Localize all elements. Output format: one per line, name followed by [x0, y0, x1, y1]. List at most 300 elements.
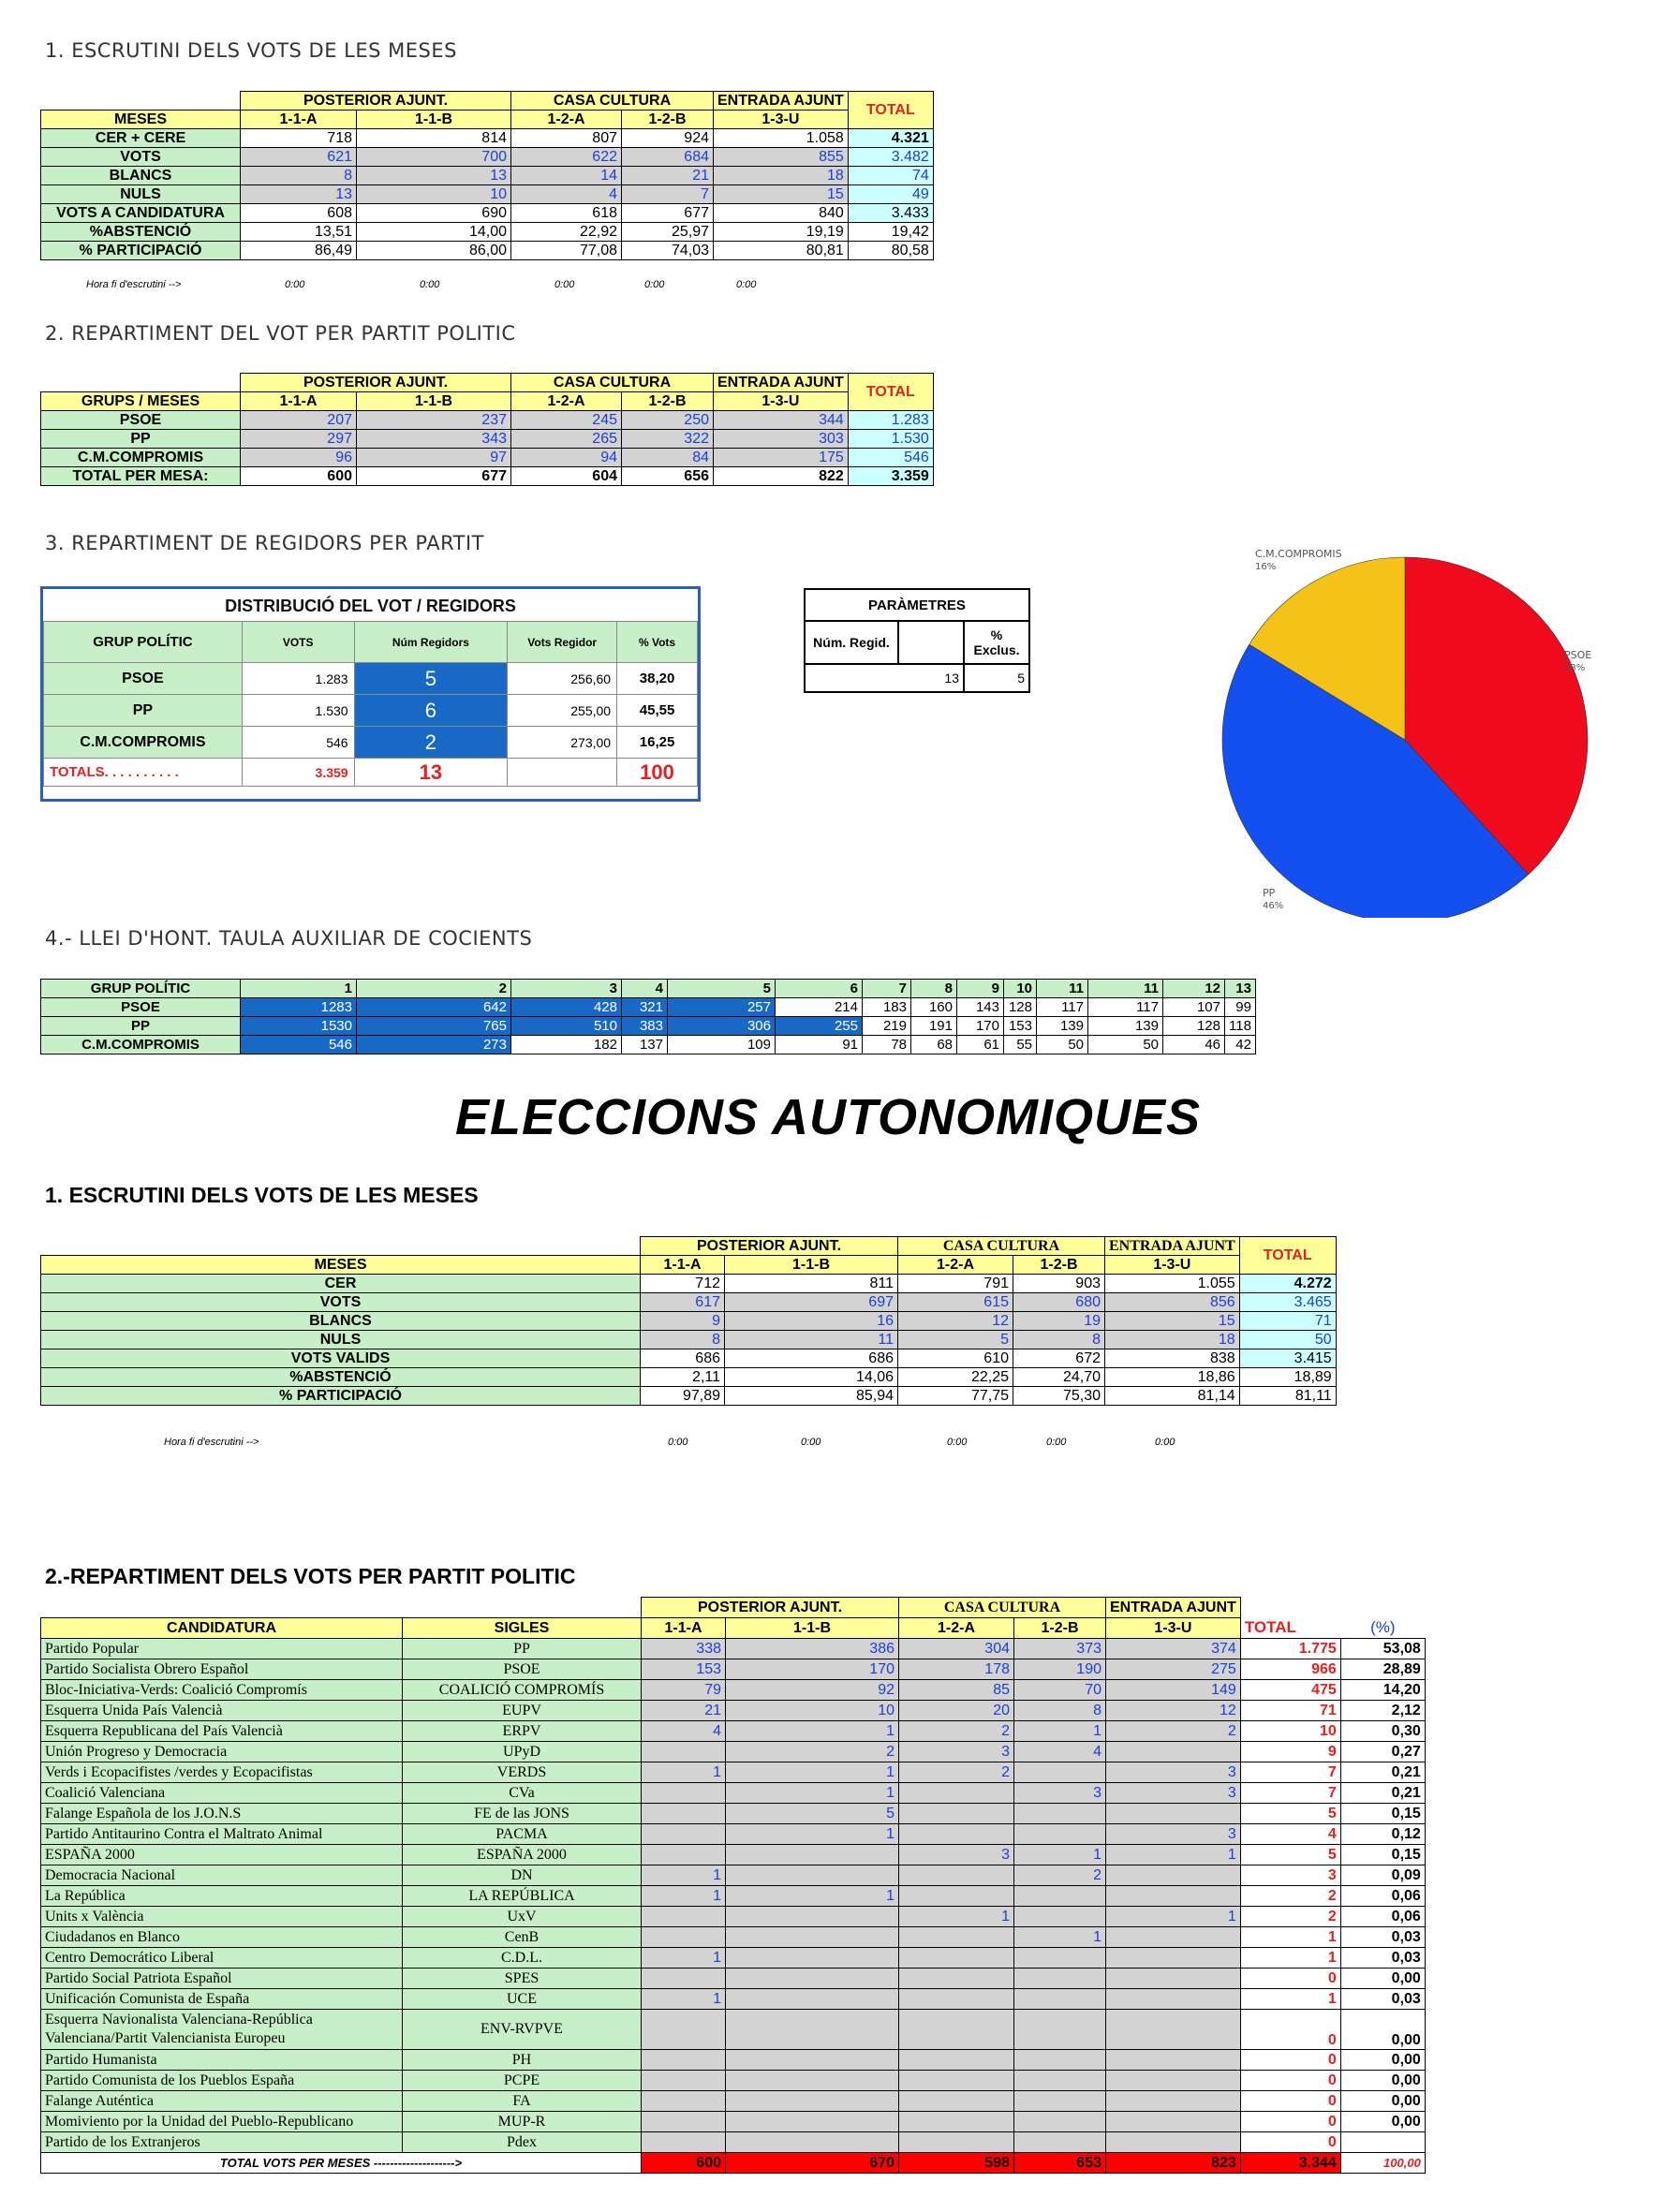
pie-label-pp-name: PP	[1263, 887, 1276, 899]
party-pct: 0,06	[1340, 1907, 1425, 1927]
s1-cell: 621	[241, 148, 357, 167]
table-row	[41, 1721, 1426, 1742]
party-votes: 1	[642, 1886, 726, 1907]
a1-cell: 680	[1013, 1293, 1105, 1312]
vote-pie-chart	[1180, 543, 1611, 918]
party-votes: 2	[899, 1762, 1014, 1783]
a1-hora-value: 0:00	[947, 1437, 968, 1448]
party-votes	[726, 2132, 899, 2153]
table-row	[41, 411, 934, 430]
s1-cell: 4.321	[848, 129, 933, 148]
s3-party-label: PP	[44, 695, 243, 727]
s1-cell: 3.482	[848, 148, 933, 167]
total-header: TOTAL	[848, 92, 933, 129]
party-name: Esquerra Republicana del País Valencià	[41, 1721, 403, 1742]
s1-hora-value: 0:00	[285, 279, 305, 290]
a1-col-5: 1-3-U	[1105, 1256, 1240, 1275]
party-votes	[1014, 1824, 1106, 1845]
party-votes: 3	[1106, 1824, 1241, 1845]
table-row	[41, 2071, 1426, 2091]
party-votes	[642, 2112, 726, 2132]
dhont-cell: 55	[1004, 1036, 1037, 1054]
a1-cell: 903	[1013, 1275, 1105, 1293]
party-votes	[642, 2010, 726, 2050]
party-pct: 0,15	[1340, 1845, 1425, 1865]
dhont-cell: 383	[622, 1017, 668, 1036]
party-total: 10	[1240, 1721, 1340, 1742]
party-sigles: EUPV	[403, 1701, 642, 1721]
dhont-cell: 1530	[241, 1017, 357, 1036]
total-all: 3.344	[1240, 2153, 1340, 2174]
party-name: Esquerra Unida País Valencià	[41, 1701, 403, 1721]
dhont-cell: 128	[1163, 1017, 1225, 1036]
s1-cell: 80,81	[714, 242, 849, 260]
party-votes	[1014, 1989, 1106, 2010]
s1-cell: 13	[241, 185, 357, 204]
s2-cell: 245	[511, 411, 622, 430]
party-votes	[642, 1907, 726, 1927]
totals-label: TOTALS. . . . . . . . . .	[44, 759, 243, 787]
s2-col-4: 1-2-B	[622, 392, 714, 411]
a1-title: 1. ESCRUTINI DELS VOTS DE LES MESES	[45, 1183, 479, 1207]
dhont-table	[40, 979, 1256, 1054]
param-empty	[898, 621, 964, 664]
s3-vots: 1.530	[242, 695, 354, 727]
s1-row-label: CER + CERE	[41, 129, 241, 148]
dhont-head: GRUP POLÍTIC	[41, 980, 241, 998]
party-total: 0	[1240, 2010, 1340, 2050]
s1-cell: 49	[848, 185, 933, 204]
col-sigles: SIGLES	[403, 1618, 642, 1639]
s2-cell: 677	[357, 467, 511, 486]
party-votes: 5	[726, 1804, 899, 1824]
party-total: 1	[1240, 1948, 1340, 1969]
dhont-head: 11	[1088, 980, 1163, 998]
party-votes	[899, 2050, 1014, 2071]
party-sigles: ENV-RVPVE	[403, 2010, 642, 2050]
s4-title: 4.- LLEI D'HONT. TAULA AUXILIAR DE COCIENTS	[45, 927, 533, 950]
party-name: Verds i Ecopacifistes /verdes y Ecopacifistas	[41, 1762, 403, 1783]
party-sigles: PP	[403, 1639, 642, 1659]
party-name: Esquerra Navionalista Valenciana-República Valenciana/Partit Valencianista Europeu	[41, 2010, 403, 2050]
dhont-cell: 46	[1163, 1036, 1225, 1054]
table-row	[41, 1824, 1426, 1845]
party-name: Partido Antitaurino Contra el Maltrato Animal	[41, 1824, 403, 1845]
dhont-cell: 1283	[241, 998, 357, 1017]
party-votes	[642, 1845, 726, 1865]
party-name: Units x València	[41, 1907, 403, 1927]
party-votes: 3	[1014, 1783, 1106, 1804]
party-votes	[1014, 2132, 1106, 2153]
party-total: 0	[1240, 1969, 1340, 1989]
param-num-regid-label: Núm. Regid.	[805, 621, 898, 664]
dhont-cell: 428	[511, 998, 622, 1017]
s1-cell: 10	[357, 185, 511, 204]
a1-row-label: BLANCS	[41, 1312, 641, 1331]
a1-cell: 617	[641, 1293, 725, 1312]
party-pct: 0,00	[1340, 2112, 1425, 2132]
a1-cell: 9	[641, 1312, 725, 1331]
table-row	[41, 467, 934, 486]
party-votes	[642, 2132, 726, 2153]
s1-cell: 684	[622, 148, 714, 167]
a1-row-label: CER	[41, 1275, 641, 1293]
s2-cell: 1.283	[848, 411, 933, 430]
party-total: 0	[1240, 2132, 1340, 2153]
s1-cell: 700	[357, 148, 511, 167]
dhont-party: C.M.COMPROMIS	[41, 1036, 241, 1054]
party-pct: 0,21	[1340, 1762, 1425, 1783]
party-votes	[1014, 2071, 1106, 2091]
a1-cell: 18	[1105, 1331, 1240, 1349]
s3-vots: 546	[242, 727, 354, 759]
distribution-title: DISTRIBUCIÓ DEL VOT / REGIDORS	[225, 597, 516, 615]
s1-cell: 840	[714, 204, 849, 223]
party-pct: 53,08	[1340, 1639, 1425, 1659]
s1-cell: 21	[622, 167, 714, 185]
a1-cell: 71	[1239, 1312, 1336, 1331]
s1-col-3: 1-2-A	[511, 111, 622, 129]
party-name: Partido Popular	[41, 1639, 403, 1659]
group-casa-cultura: CASA CULTURA	[511, 92, 714, 111]
party-sigles: ERPV	[403, 1721, 642, 1742]
a1-col-1: 1-1-A	[641, 1256, 725, 1275]
dhont-cell: 765	[357, 1017, 511, 1036]
party-pct: 0,03	[1340, 1948, 1425, 1969]
s3-vots: 1.283	[242, 663, 354, 695]
s1-cell: 807	[511, 129, 622, 148]
party-votes: 1	[726, 1886, 899, 1907]
dhont-cell: 642	[357, 998, 511, 1017]
party-sigles: PCPE	[403, 2071, 642, 2091]
s1-hora-value: 0:00	[644, 279, 665, 290]
table-row	[41, 1886, 1426, 1907]
dhont-cell: 273	[357, 1036, 511, 1054]
s2-cell: 297	[241, 430, 357, 449]
dhont-cell: 50	[1037, 1036, 1088, 1054]
total-111a: 600	[642, 2153, 726, 2174]
table-row	[41, 1865, 1426, 1886]
party-votes	[1106, 1989, 1241, 2010]
party-votes	[642, 2071, 726, 2091]
party-votes	[642, 1804, 726, 1824]
s2-row-label: C.M.COMPROMIS	[41, 449, 241, 467]
party-votes	[726, 1989, 899, 2010]
total-113u: 823	[1106, 2153, 1241, 2174]
party-votes	[1014, 1762, 1106, 1783]
party-sigles: LA REPÚBLICA	[403, 1886, 642, 1907]
s3-vots-regidor: 256,60	[508, 663, 617, 695]
party-sigles: PACMA	[403, 1824, 642, 1845]
table-row	[41, 2010, 1426, 2050]
party-name: Falange Auténtica	[41, 2091, 403, 2112]
s1-cell: 814	[357, 129, 511, 148]
party-votes: 2	[899, 1721, 1014, 1742]
s1-table	[40, 91, 934, 260]
dhont-head: 12	[1163, 980, 1225, 998]
party-votes	[1106, 2010, 1241, 2050]
party-votes: 3	[1106, 1762, 1241, 1783]
party-pct: 0,09	[1340, 1865, 1425, 1886]
party-votes	[726, 1865, 899, 1886]
a1-cell: 8	[1013, 1331, 1105, 1349]
party-name: La República	[41, 1886, 403, 1907]
party-votes: 1	[726, 1721, 899, 1742]
s2-col-5: 1-3-U	[714, 392, 849, 411]
party-votes	[642, 1742, 726, 1762]
a1-cell: 85,94	[725, 1387, 898, 1406]
elections-title: ELECCIONS AUTONOMIQUES	[454, 1089, 1202, 1145]
a1-cell: 697	[725, 1293, 898, 1312]
party-votes	[642, 2091, 726, 2112]
party-votes	[1106, 1886, 1241, 1907]
a1-hora-label: Hora fi d'escrutini -->	[164, 1437, 259, 1448]
s1-cell: 25,97	[622, 223, 714, 242]
party-votes: 3	[899, 1742, 1014, 1762]
s1-cell: 18	[714, 167, 849, 185]
s3-pct: 38,20	[617, 663, 698, 695]
s2-cell: 207	[241, 411, 357, 430]
s2-cell: 656	[622, 467, 714, 486]
s3-pct: 45,55	[617, 695, 698, 727]
table-row	[44, 663, 698, 695]
table-row	[41, 1387, 1337, 1406]
s2-cell: 322	[622, 430, 714, 449]
party-sigles: MUP-R	[403, 2112, 642, 2132]
s1-cell: 14	[511, 167, 622, 185]
party-votes: 386	[726, 1639, 899, 1659]
party-sigles: UCE	[403, 1989, 642, 2010]
s1-cell: 86,00	[357, 242, 511, 260]
party-votes	[1014, 2010, 1106, 2050]
party-total: 2	[1240, 1886, 1340, 1907]
parameters-box	[804, 588, 1030, 693]
party-votes: 10	[726, 1701, 899, 1721]
a1-cell: 12	[898, 1312, 1013, 1331]
s1-hora-value: 0:00	[420, 279, 440, 290]
party-pct: 0,00	[1340, 1969, 1425, 1989]
a1-cell: 77,75	[898, 1387, 1013, 1406]
party-sigles: PSOE	[403, 1659, 642, 1680]
dhont-cell: 118	[1225, 1017, 1256, 1036]
party-pct: 0,00	[1340, 2010, 1425, 2050]
s2-cell: 175	[714, 449, 849, 467]
dhont-head: 7	[863, 980, 911, 998]
col-112b: 1-2-B	[1014, 1618, 1106, 1639]
party-votes: 1	[1106, 1845, 1241, 1865]
party-name: Unión Progreso y Democracia	[41, 1742, 403, 1762]
s1-cell: 22,92	[511, 223, 622, 242]
a1-cell: 3.465	[1239, 1293, 1336, 1312]
dhont-cell: 137	[622, 1036, 668, 1054]
dhont-head: 11	[1037, 980, 1088, 998]
table-row	[41, 1275, 1337, 1293]
a1-table	[40, 1236, 1337, 1406]
pie-label-psoe-pct: 38%	[1564, 663, 1586, 673]
party-votes	[1106, 1927, 1241, 1948]
party-votes	[726, 1907, 899, 1927]
table-row	[41, 1017, 1256, 1036]
dhont-head: 2	[357, 980, 511, 998]
party-votes: 1	[899, 1907, 1014, 1927]
party-total: 7	[1240, 1762, 1340, 1783]
party-votes: 373	[1014, 1639, 1106, 1659]
party-votes: 21	[642, 1701, 726, 1721]
party-total: 3	[1240, 1865, 1340, 1886]
a1-cell: 11	[725, 1331, 898, 1349]
table-row	[41, 1639, 1426, 1659]
s2-group-casa-cultura: CASA CULTURA	[511, 374, 714, 392]
a1-row-label: VOTS	[41, 1293, 641, 1312]
a1-cell: 4.272	[1239, 1275, 1336, 1293]
table-row	[41, 2050, 1426, 2071]
party-total: 5	[1240, 1804, 1340, 1824]
s1-hora-value: 0:00	[554, 279, 575, 290]
dhont-head: 4	[622, 980, 668, 998]
s2-col-0: GRUPS / MESES	[41, 392, 241, 411]
party-votes	[726, 1948, 899, 1969]
a1-cell: 16	[725, 1312, 898, 1331]
s1-row-label: VOTS	[41, 148, 241, 167]
group-posterior: POSTERIOR AJUNT.	[241, 92, 511, 111]
table-row	[41, 998, 1256, 1017]
dhont-head: 3	[511, 980, 622, 998]
party-votes	[642, 1969, 726, 1989]
party-votes: 178	[899, 1659, 1014, 1680]
s2-cell: 97	[357, 449, 511, 467]
table-row	[41, 1036, 1256, 1054]
dhont-head: 13	[1225, 980, 1256, 998]
party-votes	[899, 1824, 1014, 1845]
table-row	[41, 980, 1256, 998]
a1-cell: 791	[898, 1275, 1013, 1293]
dhont-head: 1	[241, 980, 357, 998]
party-name: ESPAÑA 2000	[41, 1845, 403, 1865]
party-votes	[1106, 1742, 1241, 1762]
total-112a: 598	[899, 2153, 1014, 2174]
party-total: 0	[1240, 2091, 1340, 2112]
party-votes: 85	[899, 1680, 1014, 1701]
s2-cell: 94	[511, 449, 622, 467]
party-name: Coalició Valenciana	[41, 1783, 403, 1804]
party-votes: 4	[642, 1721, 726, 1742]
party-total: 2	[1240, 1907, 1340, 1927]
s1-col-0: MESES	[41, 111, 241, 129]
s3-regidors: 6	[354, 695, 508, 727]
party-votes	[1106, 2050, 1241, 2071]
dhont-cell: 139	[1037, 1017, 1088, 1036]
s2-group-entrada: ENTRADA AJUNT	[714, 374, 849, 392]
party-votes: 1	[642, 1989, 726, 2010]
a1-row-label: VOTS VALIDS	[41, 1349, 641, 1368]
party-name: Centro Democrático Liberal	[41, 1948, 403, 1969]
a1-cell: 18,89	[1239, 1368, 1336, 1387]
party-sigles: CVa	[403, 1783, 642, 1804]
s2-cell: 265	[511, 430, 622, 449]
table-row	[41, 2091, 1426, 2112]
pie-label-compromis-pct: 16%	[1255, 562, 1277, 572]
table-row	[41, 1845, 1426, 1865]
party-votes: 2	[1014, 1865, 1106, 1886]
party-total: 71	[1240, 1701, 1340, 1721]
party-votes	[1014, 2091, 1106, 2112]
a2-group-casa-cultura: CASA CULTURA	[899, 1598, 1106, 1618]
a1-row-label: NULS	[41, 1331, 641, 1349]
party-votes: 190	[1014, 1659, 1106, 1680]
dhont-cell: 117	[1088, 998, 1163, 1017]
s1-cell: 74,03	[622, 242, 714, 260]
party-votes	[899, 1886, 1014, 1907]
table-row	[41, 1659, 1426, 1680]
party-pct: 2,12	[1340, 1701, 1425, 1721]
party-votes: 1	[1014, 1721, 1106, 1742]
s2-cell: 822	[714, 467, 849, 486]
party-votes	[1106, 2091, 1241, 2112]
dhont-cell: 91	[776, 1036, 863, 1054]
dhont-cell: 170	[957, 1017, 1004, 1036]
s2-row-label: TOTAL PER MESA:	[41, 467, 241, 486]
s3-title: 3. REPARTIMENT DE REGIDORS PER PARTIT	[45, 532, 484, 554]
party-name: Momiviento por la Unidad del Pueblo-Republicano	[41, 2112, 403, 2132]
s1-cell: 19,19	[714, 223, 849, 242]
party-votes	[899, 1927, 1014, 1948]
s1-cell: 13	[357, 167, 511, 185]
table-row	[41, 1948, 1426, 1969]
party-votes: 20	[899, 1701, 1014, 1721]
table-row	[41, 1293, 1337, 1312]
party-pct: 0,00	[1340, 2050, 1425, 2071]
s1-cell: 855	[714, 148, 849, 167]
party-votes: 153	[642, 1659, 726, 1680]
s2-cell: 604	[511, 467, 622, 486]
a1-cell: 15	[1105, 1312, 1240, 1331]
party-votes: 374	[1106, 1639, 1241, 1659]
table-row	[41, 1762, 1426, 1783]
table-row	[41, 1312, 1337, 1331]
s1-cell: 690	[357, 204, 511, 223]
party-pct: 0,12	[1340, 1824, 1425, 1845]
a2-title: 2.-REPARTIMENT DELS VOTS PER PARTIT POLITIC	[45, 1564, 576, 1588]
party-sigles: UPyD	[403, 1742, 642, 1762]
param-num-regid-value: 13	[805, 664, 964, 692]
s1-cell: 677	[622, 204, 714, 223]
s1-cell: 608	[241, 204, 357, 223]
s3-party-label: C.M.COMPROMIS	[44, 727, 243, 759]
party-votes	[1014, 1969, 1106, 1989]
s3-pct: 16,25	[617, 727, 698, 759]
dhont-cell: 42	[1225, 1036, 1256, 1054]
col-112a: 1-2-A	[899, 1618, 1014, 1639]
party-sigles: COALICIÓ COMPROMÍS	[403, 1680, 642, 1701]
dhont-cell: 139	[1088, 1017, 1163, 1036]
a1-group-posterior: POSTERIOR AJUNT.	[641, 1237, 898, 1256]
candidatura-table	[40, 1597, 1426, 2174]
s1-title: 1. ESCRUTINI DELS VOTS DE LES MESES	[45, 39, 457, 62]
col-111b: 1-1-B	[726, 1618, 899, 1639]
party-votes	[1014, 1804, 1106, 1824]
table-row	[41, 1701, 1426, 1721]
totals-pct: 100	[617, 759, 698, 787]
s2-cell: 237	[357, 411, 511, 430]
dhont-cell: 255	[776, 1017, 863, 1036]
s3-regidors: 5	[354, 663, 508, 695]
table-row	[41, 1680, 1426, 1701]
s2-cell: 600	[241, 467, 357, 486]
party-sigles: VERDS	[403, 1762, 642, 1783]
param-exclus-value: 5	[964, 664, 1029, 692]
party-pct: 14,20	[1340, 1680, 1425, 1701]
table-row	[41, 242, 934, 260]
